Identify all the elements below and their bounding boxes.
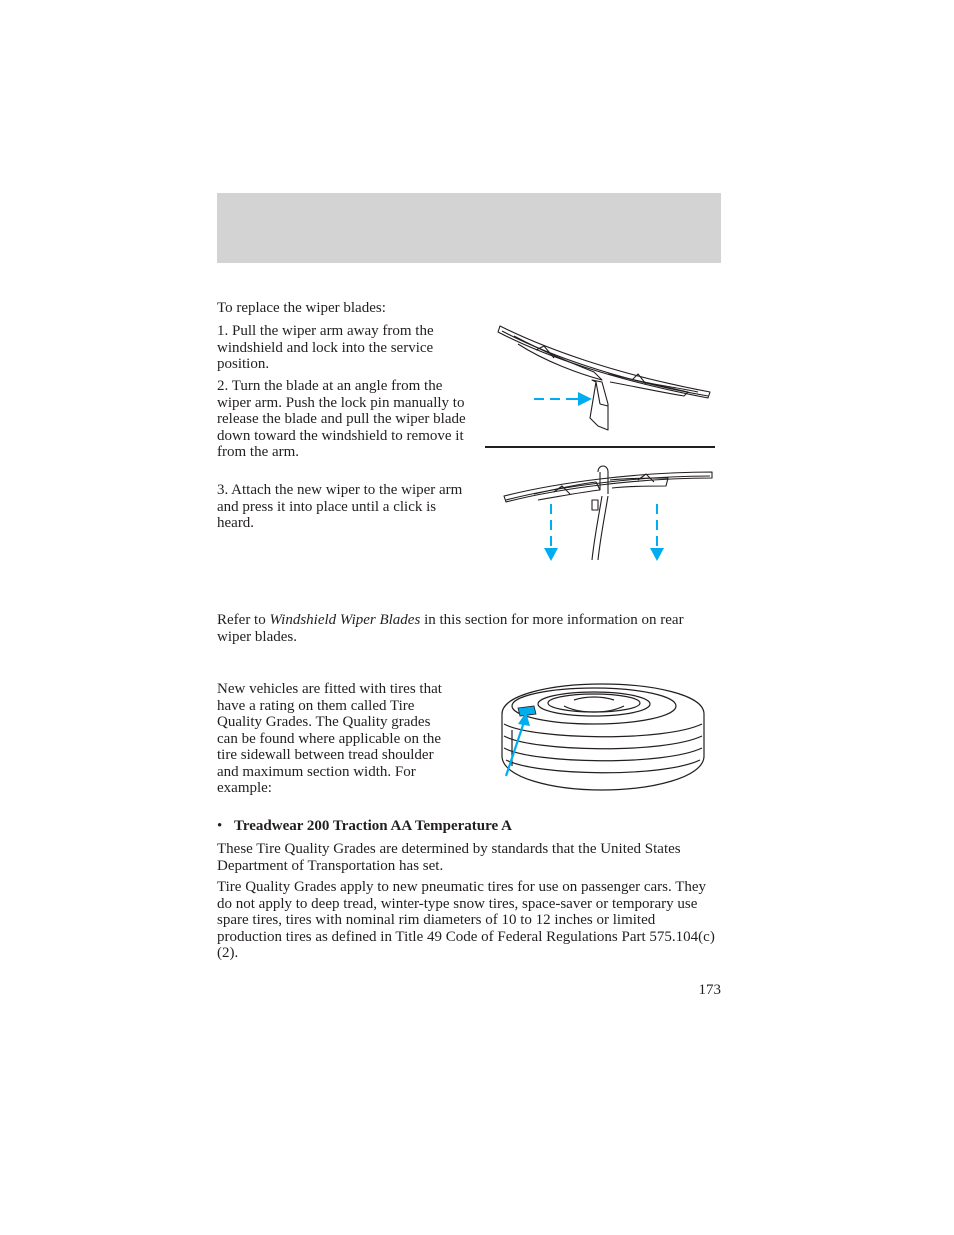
tire-sidewall-illustration: [494, 680, 710, 794]
tire-applicability-para: Tire Quality Grades apply to new pneumatic tires for use on passenger cars. They do not apply to deep tread, winter-type snow tires, space-saver or temporary use spare tires, tires with nominal rim diameters of 10 to 12 inches or limited production tires as defined in Title 49 Code of Federal Regulations Part 575.104(c)(2).: [217, 879, 715, 961]
wiper-install-illustration: [500, 460, 716, 566]
wiper-step-1: 1. Pull the wiper arm away from the windshield and lock into the service position.: [217, 323, 434, 372]
tire-intro: New vehicles are fitted with tires that have a rating on them called Tire Quality Grades. The Quality grades can be found where applicable on the tire sidewall between tread shoulder and maximum section width. For example:: [217, 681, 442, 796]
rear-note-prefix: Refer to: [217, 612, 270, 628]
tire-standards-para: These Tire Quality Grades are determined by standards that the United States Department of Transportation has set.: [217, 841, 681, 874]
wiper-removal-illustration: [484, 322, 716, 434]
wiper-step-2: 2. Turn the blade at an angle from the wiper arm. Push the lock pin manually to release the blade and pull the wiper blade down toward the windshield to remove it from the arm.: [217, 378, 466, 460]
bullet-icon: •: [217, 818, 223, 834]
rear-note-link-text: Windshield Wiper Blades: [269, 612, 421, 628]
wiper-step-3: 3. Attach the new wiper to the wiper arm and press it into place until a click is heard.: [217, 482, 463, 531]
tire-grade-example-text: Treadwear 200 Traction AA Temperature A: [234, 818, 512, 834]
tire-grade-example: [217, 818, 721, 835]
figure-divider: [485, 446, 715, 448]
page-number: 173: [698, 982, 721, 998]
rear-note-suffix: in this section for more information on rear wiper blades.: [217, 612, 684, 645]
section-header-bar: [217, 193, 721, 263]
rear-wiper-note: [217, 612, 721, 645]
wiper-intro: To replace the wiper blades:: [217, 300, 386, 316]
